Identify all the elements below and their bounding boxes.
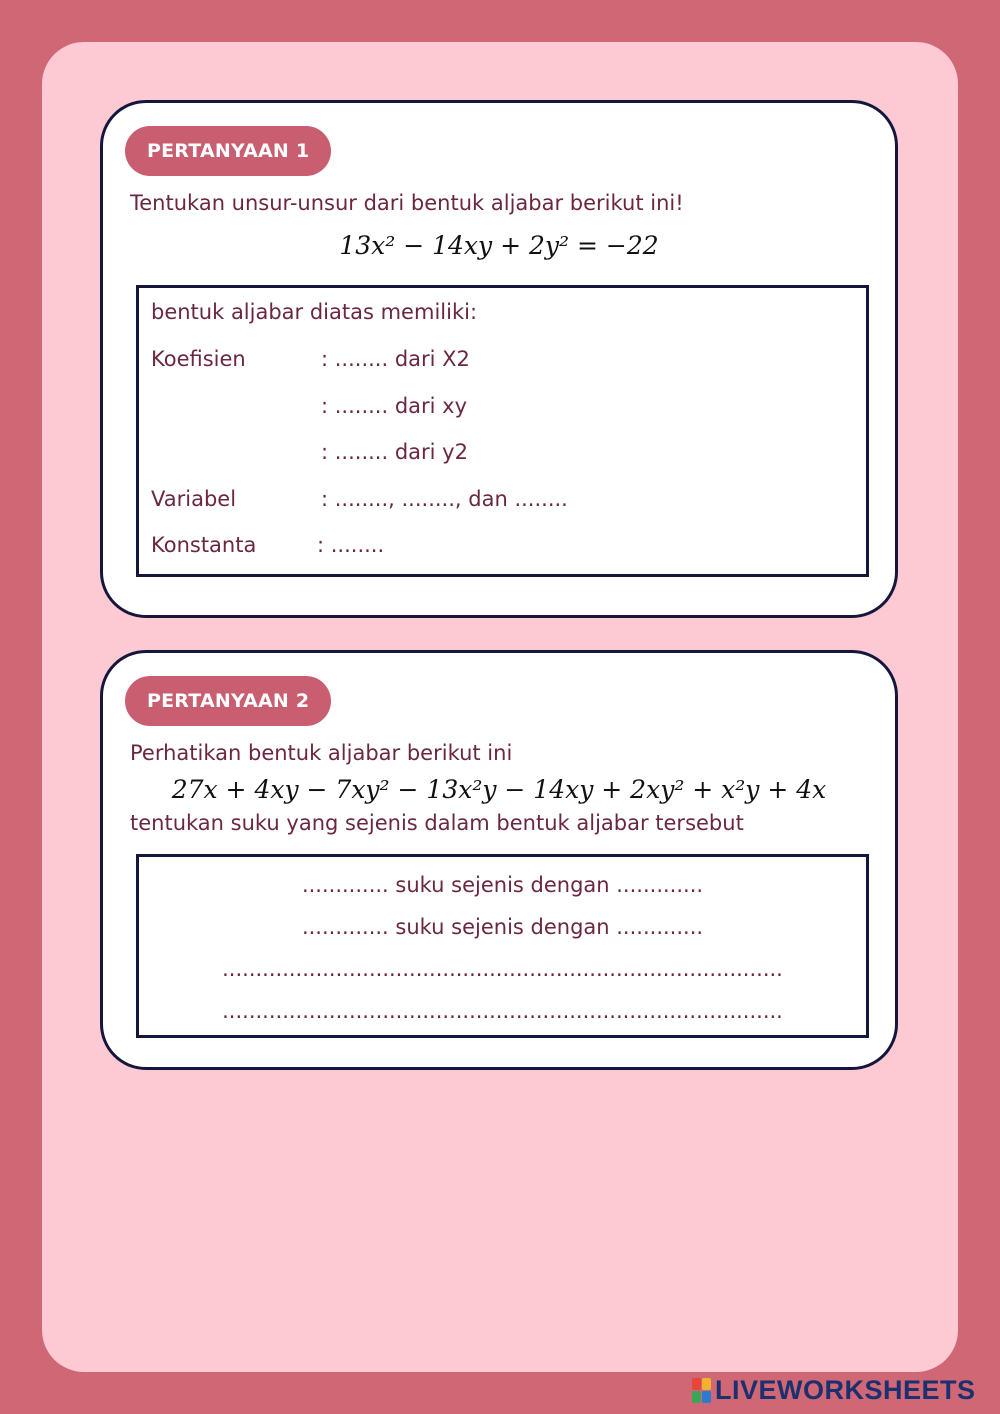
question-1-card <box>100 100 898 618</box>
logo-square-l <box>692 1378 701 1390</box>
question-2-card <box>100 650 898 1070</box>
question-2-badge: PERTANYAAN 2 <box>125 676 331 726</box>
question-2-expression <box>103 775 895 804</box>
question-2-answer-box <box>136 854 869 1038</box>
coefficient-row-x2[interactable] <box>151 347 470 371</box>
question-1-badge: PERTANYAAN 1 <box>125 126 331 176</box>
row-value: : ........ <box>317 533 385 557</box>
like-terms-line-2[interactable]: ............. suku sejenis dengan ............. <box>301 915 704 939</box>
brand-name: LIVEWORKSHEETS <box>715 1374 976 1405</box>
row-label: Konstanta <box>151 533 257 557</box>
question-1-prompt: Tentukan unsur-unsur dari bentuk aljabar berikut ini! <box>130 191 684 215</box>
logo-icon <box>692 1378 711 1403</box>
row-label: Koefisien <box>151 347 246 371</box>
row-value: : ........, ........, dan ........ <box>321 487 568 511</box>
logo-square-i <box>702 1378 711 1390</box>
question-2-prompt: Perhatikan bentuk aljabar berikut ini <box>130 741 513 765</box>
like-terms-line-1[interactable]: ............. suku sejenis dengan ............. <box>301 873 704 897</box>
row-value: : ........ dari xy <box>321 394 468 418</box>
constant-row[interactable] <box>151 533 384 557</box>
expression-text: 27x + 4xy − 7xy² − 13x²y − 14xy + 2xy² + x²y + 4x <box>171 775 827 804</box>
like-terms-line-4[interactable]: .................................................................................... <box>222 999 783 1023</box>
variable-row[interactable] <box>151 487 568 511</box>
question-1-answer-box <box>136 285 869 577</box>
coefficient-row-xy[interactable] <box>151 394 467 418</box>
coefficient-row-y2[interactable] <box>151 440 468 464</box>
row-label: Variabel <box>151 487 237 511</box>
question-2-instruction: tentukan suku yang sejenis dalam bentuk aljabar tersebut <box>130 811 744 835</box>
row-value: : ........ dari X2 <box>321 347 470 371</box>
row-value: : ........ dari y2 <box>321 440 468 464</box>
logo-square-v <box>692 1391 701 1403</box>
question-1-equation <box>103 231 895 260</box>
like-terms-line-3[interactable]: .................................................................................... <box>222 957 783 981</box>
answer-box-intro: bentuk aljabar diatas memiliki: <box>151 300 478 324</box>
liveworksheets-logo <box>692 1376 976 1404</box>
equation-text: 13x² − 14xy + 2y² = −22 <box>339 231 659 260</box>
logo-square-e <box>702 1391 711 1403</box>
